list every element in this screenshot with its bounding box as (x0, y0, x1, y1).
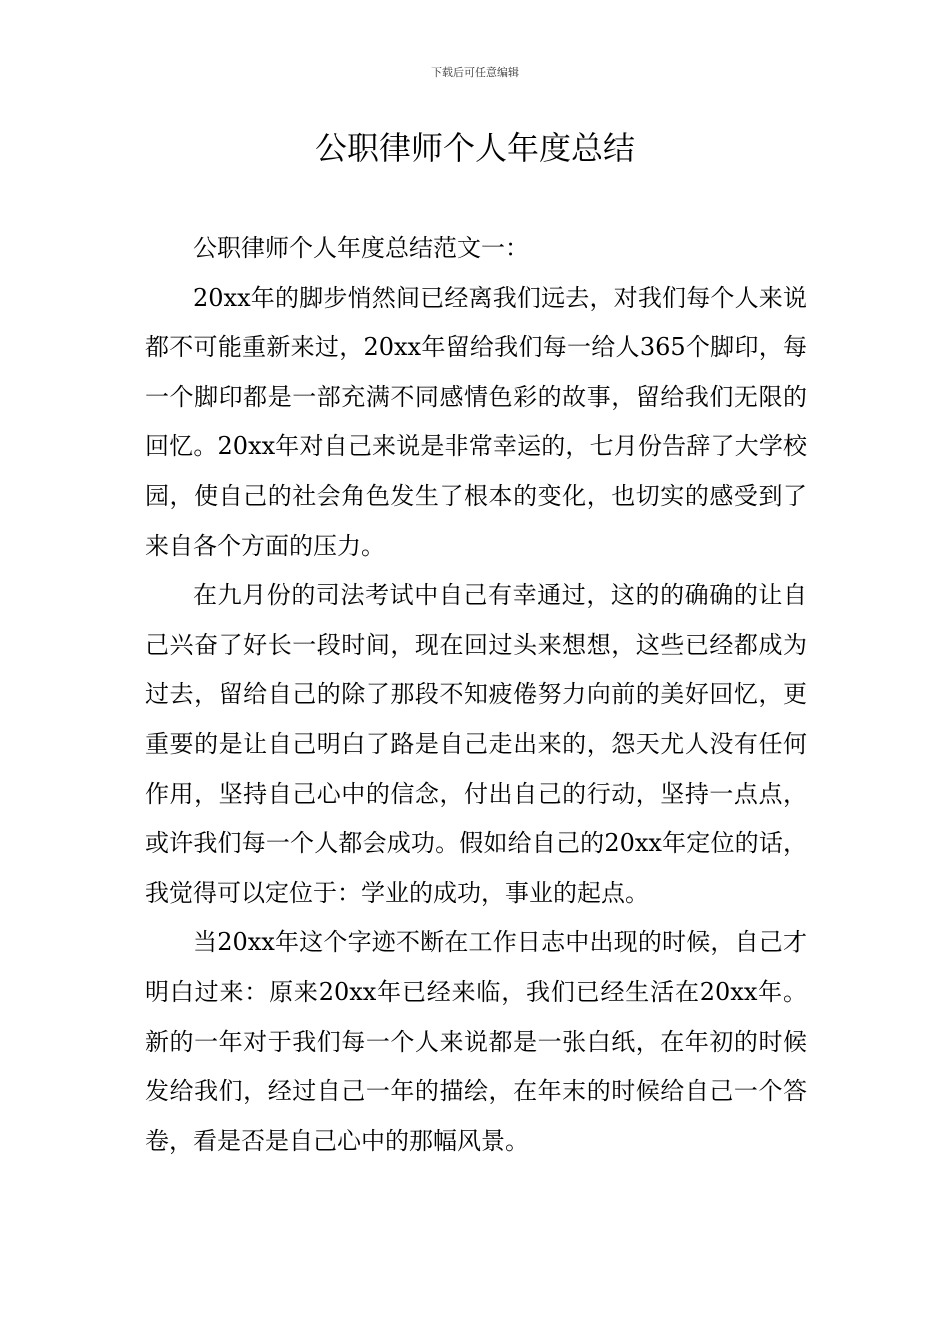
header-note: 下载后可任意编辑 (431, 66, 519, 79)
paragraph: 20xx年的脚步悄然间已经离我们远去，对我们每个人来说都不可能重新来过，20xx年留给我们每一给人365个脚印，每一个脚印都是一部充满不同感情色彩的故事，留给我们无限的回忆。20xx年对自己来说是非常幸运的，七月份告辞了大学校园，使自己的社会角色发生了根本的变化，也切实的感受到了来自各个方面的压力。 (145, 283, 807, 560)
paragraph-intro: 公职律师个人年度总结范文一： (193, 234, 529, 262)
paragraph: 当20xx年这个字迹不断在工作日志中出现的时候，自己才明白过来：原来20xx年已经来临，我们已经生活在20xx年。新的一年对于我们每一个人来说都是一张白纸，在年初的时候发给我们，经过自己一年的描绘，在年末的时候给自己一个答卷，看是否是自己心中的那幅风景。 (145, 928, 807, 1155)
paragraph: 在九月份的司法考试中自己有幸通过，这的的确确的让自己兴奋了好长一段时间，现在回过头来想想，这些已经都成为过去，留给自己的除了那段不知疲倦努力向前的美好回忆，更重要的是让自己明白了路是自己走出来的，怨天尤人没有任何作用，坚持自己心中的信念，付出自己的行动，坚持一点点，或许我们每一个人都会成功。假如给自己的20xx年定位的话，我觉得可以定位于：学业的成功，事业的起点。 (145, 581, 807, 907)
document-body (145, 224, 807, 1166)
page-title: 公职律师个人年度总结 (314, 129, 635, 167)
